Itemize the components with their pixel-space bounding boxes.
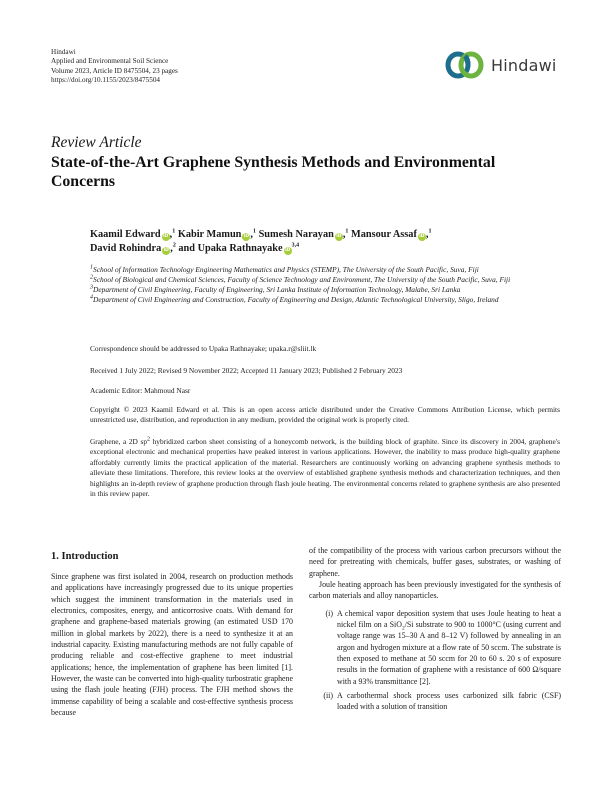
subscript: 2 (401, 625, 405, 632)
orcid-icon[interactable]: iD (163, 248, 169, 253)
affiliation-item (90, 265, 560, 275)
list-text: A carbothermal shock process uses carbonized silk fabric (CSF) loaded with a solution of transition (337, 691, 561, 712)
author-name: Sumesh Narayan (258, 229, 334, 240)
list-item (309, 690, 561, 713)
author-affil-ref: 2 (172, 242, 176, 249)
author-affil-ref: 1 (428, 228, 432, 235)
article-title: State-of-the-Art Graphene Synthesis Methods and Environmental Concerns (51, 154, 496, 190)
affiliation-item (90, 285, 560, 295)
intro-paragraph: Since graphene was first isolated in 2004, research on production methods and applications have increasingly progressed due to its unique properties which suggest the imminent transformation in the materials used in electronics, composites, energy, and anticorrosive coats. With demand for graphene and graphene-based materials growing (an estimated USD 170 million in global markets by 2022), there is a need to synthesize it at an industrial capacity. Existing manufacturing methods are not fully capable of producing reliable and cost-effective graphene to meet industrial applications; hence, the implementation of graphene has been limited [1]. However, the waste can be converted into high-quality turbostratic graphene using the flash joule heating (FJH) process. The FJH method shows the immense capability of being a scalable and cost-effective synthesis process because (51, 572, 293, 718)
affiliation-item (90, 295, 560, 305)
affil-number: 4 (90, 294, 93, 301)
abstract (90, 437, 560, 499)
affil-text: School of Biological and Chemical Sciences, Faculty of Science Technology and Environment, The University of the South Pacific, Suva, Fiji (93, 274, 511, 284)
academic-editor: Academic Editor: Mahmoud Nasr (90, 386, 191, 395)
author-affil-ref: 1 (345, 228, 349, 235)
author-name: Mansour Assaf (350, 229, 417, 240)
logo-text: Hindawi (491, 55, 557, 75)
orcid-icon[interactable]: iD (336, 234, 342, 239)
publication-dates: Received 1 July 2022; Revised 9 November 2022; Accepted 11 January 2023; Published 2 February 2023 (90, 366, 403, 375)
affil-number: 3 (90, 284, 93, 291)
list-number: (ii) (323, 691, 333, 701)
intro-paragraph-continued: of the compatibility of the process with various carbon precursors without the need for pretreating with chemicals, buffer gases, substrates, or washing of graphene. (309, 546, 561, 578)
author-affil-ref: 3,4 (291, 242, 300, 249)
affil-number: 2 (90, 274, 93, 281)
list-text (337, 608, 561, 687)
author-name: David Rohindra (90, 243, 162, 254)
orcid-icon[interactable]: iD (284, 248, 291, 253)
publisher-name: Hindawi (51, 48, 76, 56)
article-type: Review Article (51, 134, 142, 151)
body-column-left (51, 571, 293, 718)
journal-name: Applied and Environmental Soil Science (51, 57, 169, 66)
affil-text: Department of Civil Engineering and Construction, Faculty of Engineering and Design, Atlantic Technological University, Sligo, Ireland (93, 294, 499, 304)
orcid-icon[interactable]: iD (163, 234, 169, 239)
hindawi-logo[interactable] (444, 47, 564, 83)
affil-text: School of Information Technology Engineering Mathematics and Physics (STEMP), The University of the South Pacific, Suva, Fiji (93, 265, 479, 274)
volume-info: Volume 2023, Article ID 8475504, 23 pages (51, 66, 178, 75)
list-text-part: /Si substrate to 900 to 1000°C (using current and voltage range was 15–30 A and 8–12 V) followed by annealing in an argon and hydrogen mixture at a flow rate of 50 sccm. The substrate is then exposed to methane at 50 sccm for 20 to 60 s. 20 s of exposure results in the formation of graphene with a resistance of 600 Ω/square with a 93% transmittance [2]. (337, 620, 561, 686)
doi-link[interactable]: https://doi.org/10.1155/2023/8475504 (51, 75, 161, 84)
abstract-text: hybridized carbon sheet consisting of a honeycomb network, is the building block of graphite. Since its discovery in 2004, graphene's exceptional electronic and mechanical properties have peaked interest in various applications. However, the inability to mass produce high-quality graphene affordably currently limits the practical application of the material. Researchers are continuously working on advancing graphene synthesis methods to alleviate these limitations. Therefore, this review looks at the overview of established graphene synthesis methods and characterization techniques, and then highlights an in-depth review of graphene production through flash joule heating. The environmental concerns related to graphene synthesis are also presented in this review paper. (90, 437, 560, 499)
intro-paragraph: Joule heating approach has been previously investigated for the synthesis of carbon materials and alloy nanoparticles. (309, 580, 561, 601)
abstract-text: Graphene, a 2D sp (90, 437, 147, 446)
journal-metadata (51, 48, 178, 85)
copyright-notice: Copyright © 2023 Kaamil Edward et al. This is an open access article distributed under the Creative Commons Attribution License, which permits unrestricted use, distribution, and reproduction in any medium, provided the original work is properly cited. (90, 405, 560, 424)
author-name: Kaamil Edward (90, 229, 161, 240)
list-text-part: A chemical vapor deposition system that uses Joule heating to heat a nickel film on a SiO (337, 608, 561, 630)
list-item (309, 608, 561, 687)
abstract-superscript: 2 (147, 436, 150, 443)
affil-number: 1 (90, 264, 93, 271)
affiliation-item (90, 275, 560, 285)
body-column-right (309, 545, 561, 713)
author-affil-ref: 1 (253, 228, 256, 235)
correspondence: Correspondence should be addressed to Upaka Rathnayake; upaka.r@sliit.lk (90, 344, 317, 353)
affil-text: Department of Civil Engineering, Faculty of Engineering, Sri Lanka Institute of Information Technology, Malabe, Sri Lanka (93, 284, 461, 294)
orcid-icon[interactable]: iD (419, 234, 425, 239)
author-name: Upaka Rathnayake (197, 243, 283, 254)
orcid-icon[interactable]: iD (243, 234, 250, 239)
authors-connector: and (178, 243, 196, 254)
affiliations (90, 265, 560, 305)
hindawi-rings-icon (444, 50, 486, 80)
author-affil-ref: 1 (172, 228, 176, 235)
author-name: Kabir Mamun (177, 229, 242, 240)
section-heading-introduction: 1. Introduction (51, 551, 119, 562)
author-list: Kaamil Edward iD,$^1$ Kabir Mamun iD,$^1$ Sumesh Narayan iD,$^1$ Mansour Assaf iD,$^1$ David Rohindra iD,$^2$ and Upaka Rathnayake iD$^{3,4}$ (90, 228, 432, 254)
list-number: (i) (325, 608, 333, 618)
